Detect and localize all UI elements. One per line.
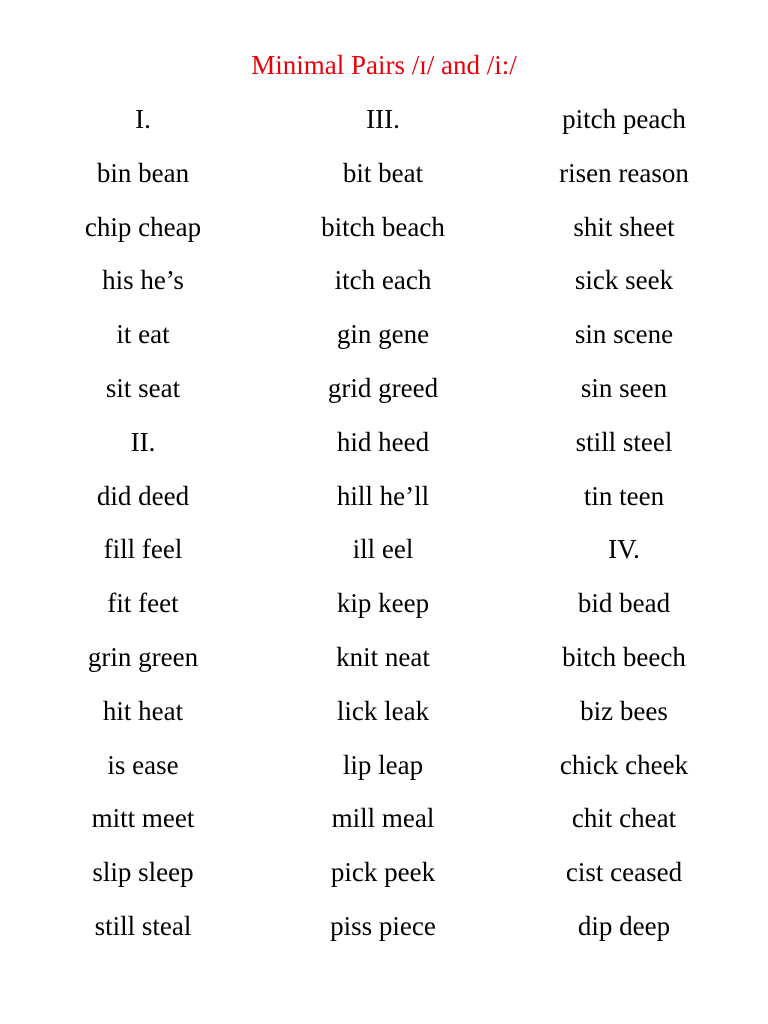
word-pair: bit beat — [342, 157, 424, 188]
word-pair: bitch beech — [562, 641, 686, 672]
word-pair: tin teen — [583, 480, 665, 511]
column-2 — [263, 101, 503, 962]
word-pair: bid bead — [577, 588, 671, 619]
word-pair: sin seen — [580, 372, 668, 403]
word-pair: ill eel — [352, 534, 414, 565]
word-pair: pitch peach — [562, 104, 686, 134]
word-pair: hill he’ll — [336, 480, 430, 511]
word-pair: risen reason — [559, 157, 689, 188]
word-pair: hid heed — [336, 426, 430, 457]
word-pair: chick cheek — [559, 749, 689, 780]
word-pair: slip sleep — [92, 857, 194, 888]
word-pair: sit seat — [105, 372, 181, 403]
word-pair: chit cheat — [571, 803, 677, 834]
column-3 — [504, 101, 744, 962]
word-pair: still steal — [94, 910, 192, 941]
word-pair: it eat — [116, 319, 170, 350]
word-pair: knit neat — [336, 641, 430, 672]
word-pair: piss piece — [330, 910, 436, 941]
page-title: Minimal Pairs /ɪ/ and /i:/ — [251, 50, 517, 80]
word-pair: lick leak — [336, 695, 430, 726]
word-pair: hit heat — [102, 695, 184, 726]
section-heading: I. — [135, 104, 151, 134]
word-pair: sin scene — [574, 319, 674, 350]
word-pair: kip keep — [336, 588, 430, 619]
word-pair: fit feet — [107, 588, 179, 619]
word-pair: lip leap — [342, 749, 424, 780]
word-pair: still steel — [575, 426, 673, 457]
word-pair: dip deep — [577, 910, 671, 941]
word-pair: bitch beach — [321, 211, 445, 242]
word-pair: did deed — [96, 480, 190, 511]
word-pair: pick peek — [330, 857, 436, 888]
word-pair: cist ceased — [565, 857, 683, 888]
word-pair: shit sheet — [573, 211, 675, 242]
word-pair: itch each — [334, 265, 432, 296]
word-pair: gin gene — [336, 319, 430, 350]
word-pair: chip cheap — [84, 211, 202, 242]
section-heading: II. — [130, 426, 156, 457]
word-pair: bin bean — [96, 157, 190, 188]
word-pair: his he’s — [102, 265, 184, 296]
word-pair: mitt meet — [91, 803, 195, 834]
word-pair: fill feel — [103, 534, 183, 565]
column-1 — [23, 101, 263, 962]
word-pair: sick seek — [574, 265, 674, 296]
word-pair-columns — [0, 101, 768, 961]
word-pair: grid greed — [327, 372, 439, 403]
word-pair: mill meal — [331, 803, 435, 834]
section-heading: IV. — [608, 534, 640, 565]
word-pair: grin green — [87, 641, 199, 672]
section-heading: III. — [366, 104, 400, 134]
word-pair: is ease — [107, 749, 179, 780]
word-pair: biz bees — [580, 695, 668, 726]
